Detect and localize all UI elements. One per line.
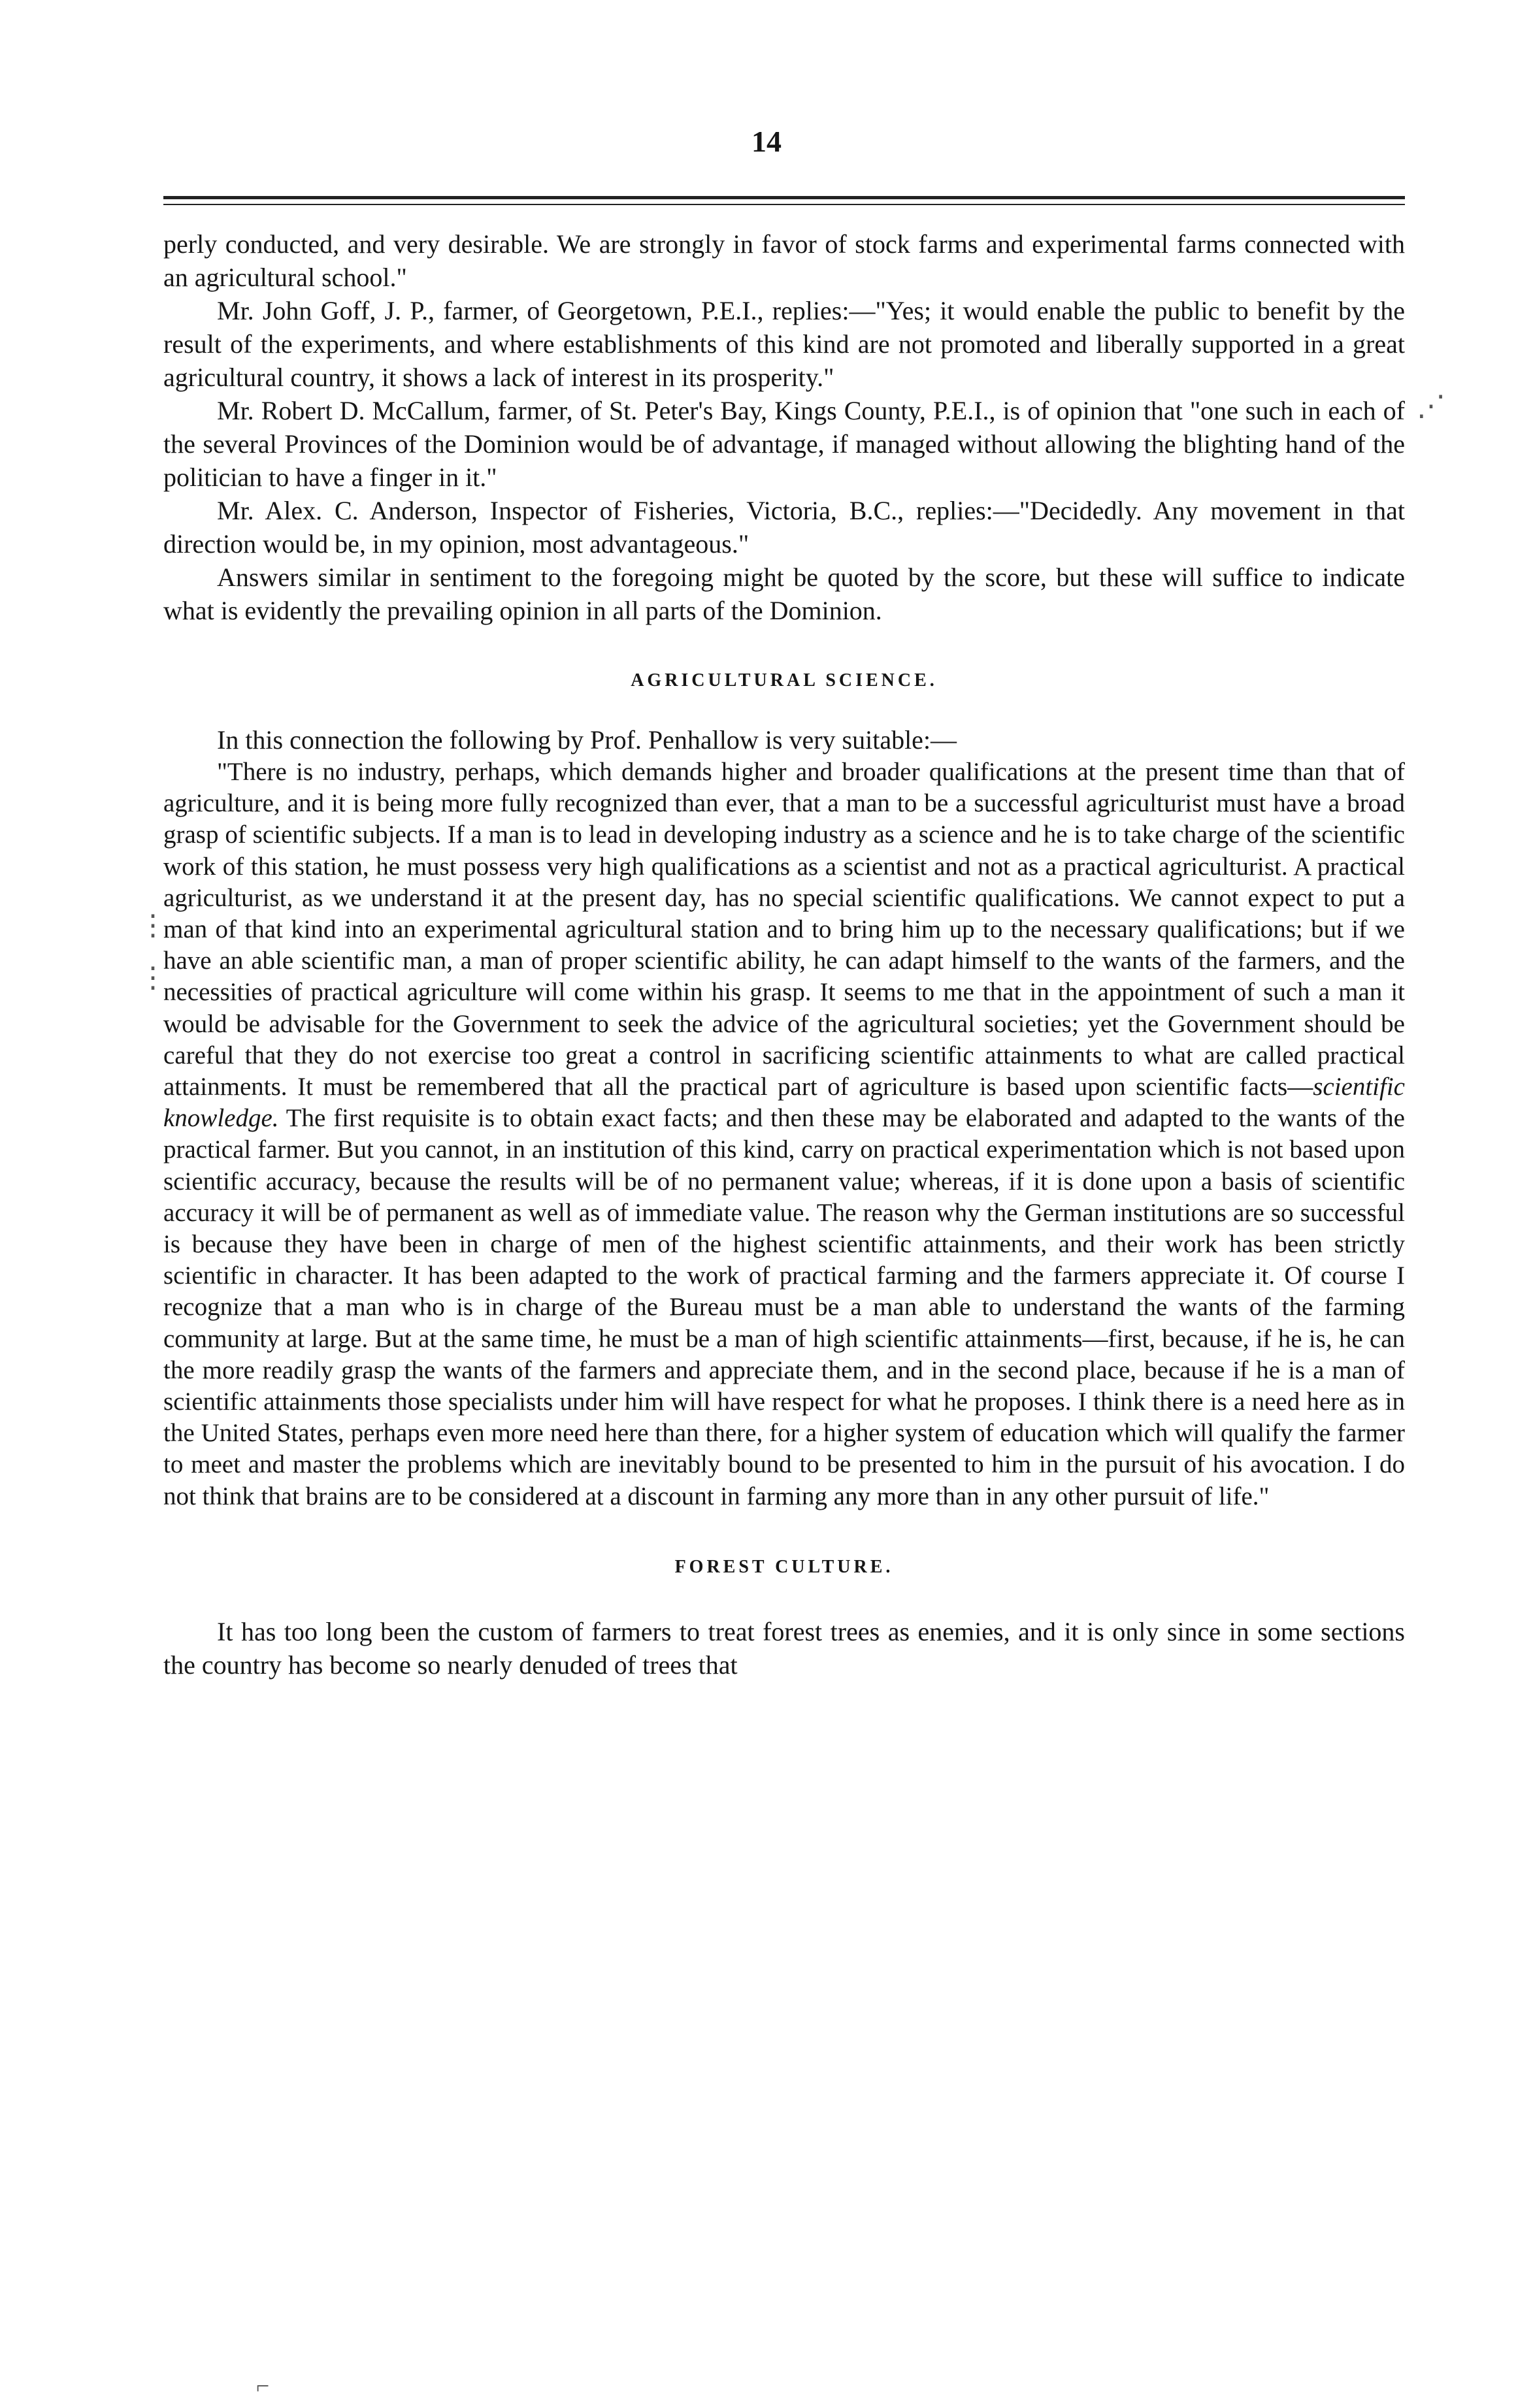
paragraph: Mr. Robert D. McCallum, farmer, of St. Peter's Bay, Kings County, P.E.I., is of opinion that "one such in each of the several Provinces of the Dominion would be of advantage, if managed without allowing the blighting hand of the politician to have a finger in it.": [163, 396, 1405, 492]
section-heading-agricultural-science: AGRICULTURAL SCIENCE.: [631, 670, 938, 691]
margin-specks-icon: ⋮: [139, 962, 167, 994]
margin-specks-icon: ⋰: [1417, 390, 1445, 422]
header-rule-thin: [163, 204, 1405, 205]
quote-text-continued: The first requisite is to obtain exact facts; and then these may be elaborated and adapted to the wants of the practical farmer. But you cannot, in an institution of this kind, carry on practical experimentation which is not based upon scientific accuracy, because the results will be of no permanent value; whereas, if it is done upon a basis of scientific accuracy it will be of permanent as well as of immediate value. The reason why the German institutions are so successful is because they have been in charge of men of the highest scientific attainments, and their work has been strictly scientific in character. It has been adapted to the work of practical farming and the farmers appreciate it. Of course I recognize that a man who is in charge of the Bureau must be a man able to understand the wants of the farming community at large. But at the same time, he must be a man of high scientific attainments—first, because, if he is, he can the more readily grasp the wants of the farmers and appreciate them, and in the second place, because if he is a man of scientific attainments those specialists under him will have respect for what he proposes. I think there is a need here as in the United States, perhaps even more need here than there, for a higher system of education which will qualify the farmer to meet and master the problems which are inevitably bound to be presented to him in the pursuit of his avocation. I do not think that brains are to be considered at a discount in farming any more than in any other pursuit of life.": [163, 1104, 1405, 1510]
paragraph: Mr. Alex. C. Anderson, Inspector of Fisheries, Victoria, B.C., replies:—"Decidedly. Any movement in that direction would be, in my opinion, most advantageous.": [163, 496, 1405, 559]
quote-emphasis: scientific knowledge.: [163, 1073, 1405, 1133]
paragraph: Mr. John Goff, J. P., farmer, of Georgetown, P.E.I., replies:—"Yes; it would enable the public to benefit by the result of the experiments, and where establishments of this kind are not promoted and liberally supported in a great agricultural country, it shows a lack of interest in its prosperity.": [163, 296, 1405, 392]
paragraph: Answers similar in sentiment to the foregoing might be quoted by the score, but these will suffice to indicate what is evidently the prevailing opinion in all parts of the Dominion.: [163, 562, 1405, 625]
margin-specks-icon: ⋮: [139, 909, 167, 941]
paragraph: perly conducted, and very desirable. We are strongly in favor of stock farms and experimental farms connected with an agricultural school.": [163, 229, 1405, 292]
header-rule-thick: [163, 196, 1405, 199]
section-heading-forest-culture: FOREST CULTURE.: [674, 1556, 894, 1577]
paragraph: It has too long been the custom of farmers to treat forest trees as enemies, and it is only since in some sections the country has become so nearly denuded of trees that: [163, 1616, 1405, 1680]
block-quote: [163, 757, 1405, 1512]
main-text-column: [163, 227, 1405, 1682]
quote-intro: In this connection the following by Prof. Penhallow is very suitable:—: [217, 725, 957, 755]
print-mark-icon: ⌐: [256, 2373, 270, 2399]
page-number: 14: [751, 125, 782, 158]
quote-text: "There is no industry, perhaps, which demands higher and broader qualifications at the present time than that of agriculture, and it is being more fully recognized than ever, that a man to be a successful agriculturist must have a broad grasp of scientific subjects. If a man is to lead in developing industry as a science and he is to take charge of the scientific work of this station, he must possess very high qualifications as a scientist and not as a practical agriculturist. A practical agriculturist, as we understand it at the present day, has no special scientific qualifications. We cannot expect to put a man of that kind into an experimental agricultural station and to bring him up to the necessary qualifications; but if we have an able scientific man, a man of proper scientific ability, he can adapt himself to the wants of the farmers, and the necessities of practical agriculture will come within his grasp. It seems to me that in the appointment of such a man it would be advisable for the Government to seek the advice of the agricultural societies; yet the Government should be careful that they do not exercise too great a control in sacrificing scientific attainments to what are called practical attainments. It must be remembered that all the practical part of agriculture is based upon scientific facts—: [163, 758, 1405, 1101]
